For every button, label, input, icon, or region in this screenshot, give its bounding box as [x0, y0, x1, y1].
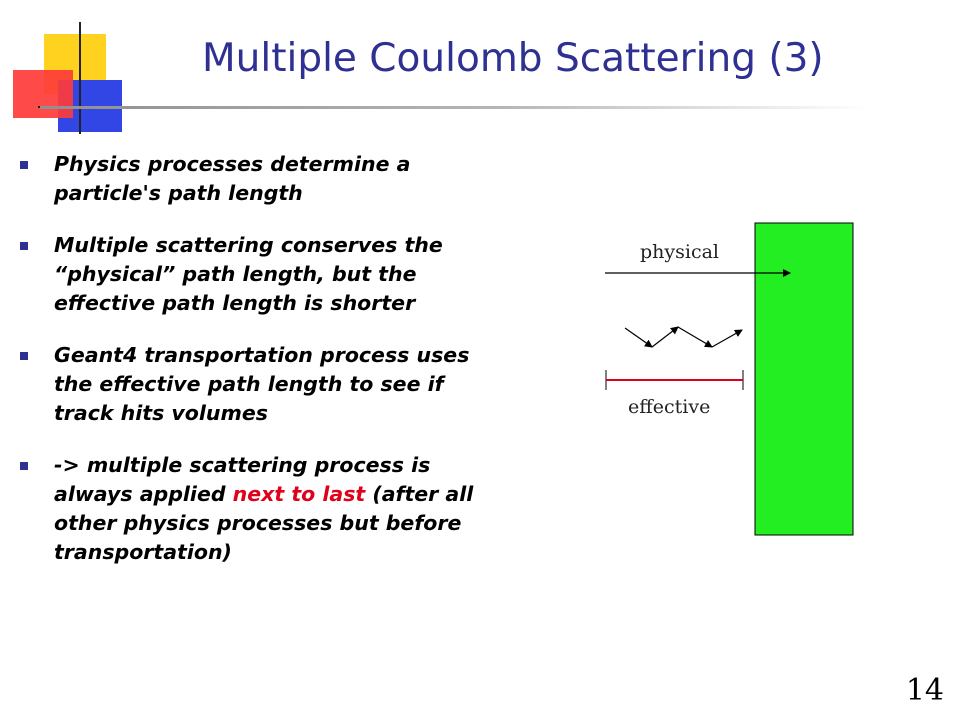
bullet-text: Multiple scattering conserves the “physical” path length, but the effective path length is shorter	[54, 233, 443, 315]
target-volume	[755, 223, 853, 535]
scatter-step-1	[625, 328, 652, 347]
logo-red-square	[13, 70, 73, 118]
bullet-text: Geant4 transportation process uses the effective path length to see if track hits volumes	[54, 343, 470, 425]
scatter-step-3	[678, 327, 712, 347]
decorative-logo	[0, 0, 140, 140]
square-bullet-icon	[20, 242, 28, 250]
bullet-text-end: (after all other physics processes but before transportation)	[54, 482, 474, 564]
title-underline	[40, 106, 870, 109]
bullet-text-start: -> multiple scattering process is always applied	[54, 453, 431, 506]
page-number: 14	[905, 673, 944, 708]
physical-label: physical	[640, 241, 720, 263]
bullet-item	[20, 341, 480, 428]
bullet-item	[20, 451, 480, 567]
highlighted-text: next to last	[232, 482, 366, 506]
slide-title: Multiple Coulomb Scattering (3)	[202, 36, 824, 81]
effective-label: effective	[628, 396, 711, 418]
bullet-text: Physics processes determine a particle's path length	[54, 152, 411, 205]
bullet-list	[20, 150, 480, 590]
bullet-item	[20, 150, 480, 208]
path-length-diagram	[590, 215, 870, 545]
square-bullet-icon	[20, 161, 28, 169]
square-bullet-icon	[20, 462, 28, 470]
scatter-step-4	[712, 330, 742, 347]
bullet-item	[20, 231, 480, 318]
square-bullet-icon	[20, 352, 28, 360]
scatter-step-2	[652, 327, 678, 347]
